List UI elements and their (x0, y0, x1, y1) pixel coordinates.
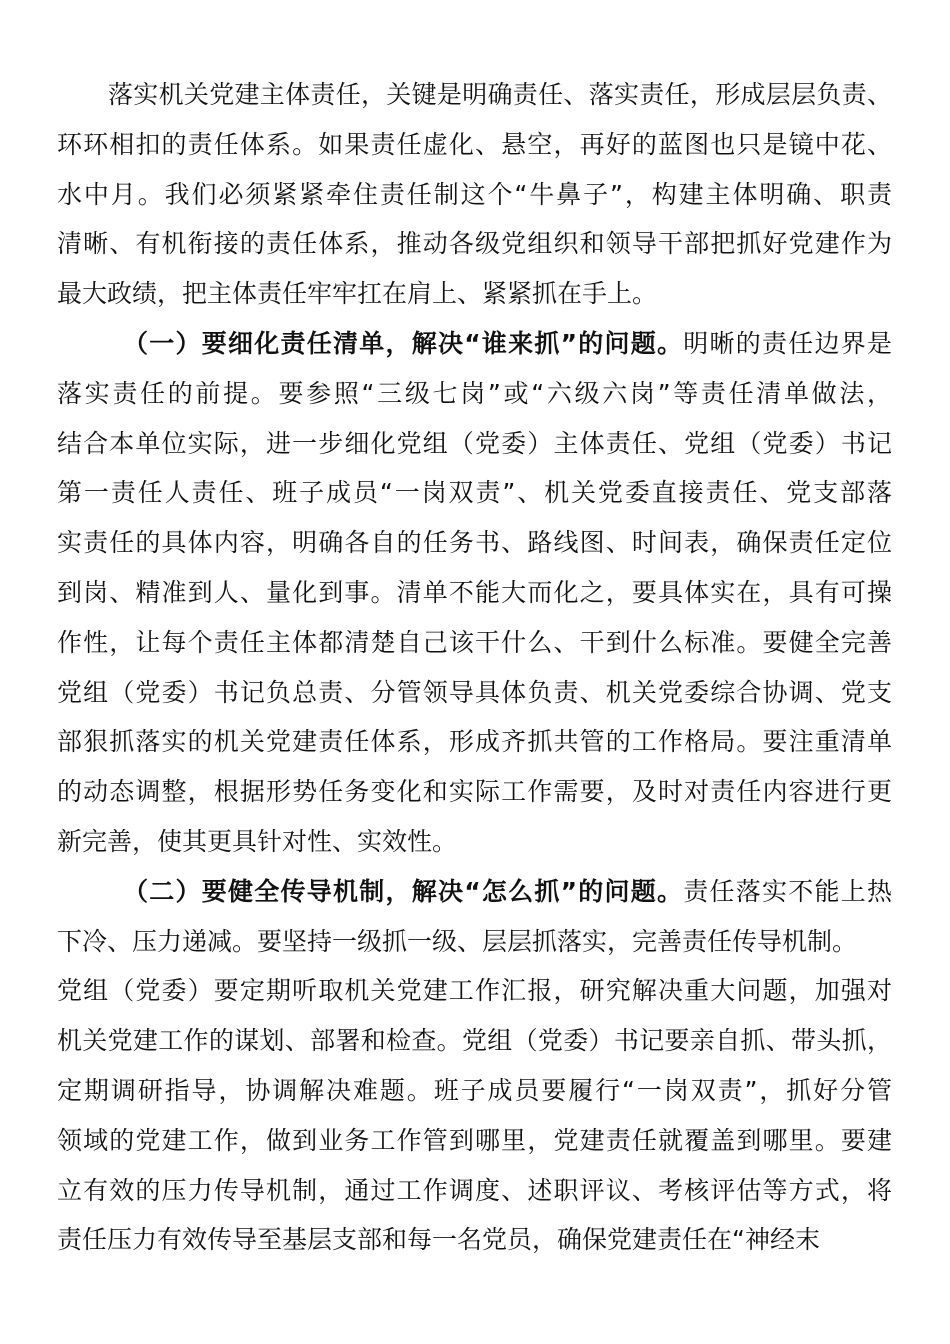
text-line: 部狠抓落实的机关党建责任体系，形成齐抓共管的工作格局。要注重清单 (57, 727, 892, 757)
text-line (57, 319, 892, 369)
text-line: 作性，让每个责任主体都清楚自己该干什么、干到什么标准。要健全完善 (57, 627, 892, 657)
text-line: 新完善，使其更具针对性、实效性。 (57, 826, 458, 856)
text-line: 党组（党委）书记负总责、分管领导具体负责、机关党委综合协调、党支 (57, 677, 892, 707)
text-run: 责任落实不能上热 (683, 876, 892, 906)
text-line: 落实责任的前提。要参照“三级七岗”或“六级六岗”等责任清单做法， (57, 378, 892, 408)
text-line: 立有效的压力传导机制，通过工作调度、述职评议、考核评估等方式，将 (57, 1175, 892, 1205)
text-line: 落实机关党建主体责任，关键是明确责任、落实责任，形成层层负责、 (108, 80, 892, 109)
text-line: 清晰、有机衔接的责任体系，推动各级党组织和领导干部把抓好党建作为 (57, 229, 892, 259)
text-line: 结合本单位实际，进一步细化党组（党委）主体责任、党组（党委）书记 (57, 428, 892, 458)
text-line: 机关党建工作的谋划、部署和检查。党组（党委）书记要亲自抓、带头抓， (57, 1026, 892, 1056)
text-line: 最大政绩，把主体责任牢牢扛在肩上、紧紧抓在手上。 (57, 279, 658, 309)
text-line: 到岗、精准到人、量化到事。清单不能大而化之，要具体实在，具有可操 (57, 577, 892, 607)
text-line (57, 867, 892, 917)
text-line: 的动态调整，根据形势任务变化和实际工作需要，及时对责任内容进行更 (57, 777, 892, 807)
section-heading: （一）要细化责任清单，解决“谁来抓”的问题。 (123, 328, 684, 358)
text-line: 责任压力有效传导至基层支部和每一名党员，确保党建责任在“神经末 (57, 1225, 820, 1255)
text-line: 第一责任人责任、班子成员“一岗双责”、机关党委直接责任、党支部落 (57, 478, 892, 508)
text-line: 党组（党委）要定期听取机关党建工作汇报，研究解决重大问题，加强对 (57, 976, 892, 1006)
text-line: 下冷、压力递减。要坚持一级抓一级、层层抓落实，完善责任传导机制。 (57, 926, 858, 956)
text-run: 明晰的责任边界是 (683, 328, 892, 358)
text-line: 定期调研指导，协调解决难题。班子成员要履行“一岗双责”，抓好分管 (57, 1075, 892, 1105)
section-heading: （二）要健全传导机制，解决“怎么抓”的问题。 (123, 876, 684, 906)
text-line: 实责任的具体内容，明确各自的任务书、路线图、时间表，确保责任定位 (57, 528, 892, 558)
paragraph-section-2 (57, 867, 892, 1265)
text-line: 环环相扣的责任体系。如果责任虚化、悬空，再好的蓝图也只是镜中花、 (57, 129, 892, 159)
paragraph-section-1 (57, 319, 892, 867)
text-line: 水中月。我们必须紧紧牵住责任制这个“牛鼻子”，构建主体明确、职责 (57, 179, 892, 209)
document-page (57, 70, 892, 1265)
paragraph-intro (57, 70, 892, 319)
text-line: 领域的党建工作，做到业务工作管到哪里，党建责任就覆盖到哪里。要建 (57, 1125, 892, 1155)
